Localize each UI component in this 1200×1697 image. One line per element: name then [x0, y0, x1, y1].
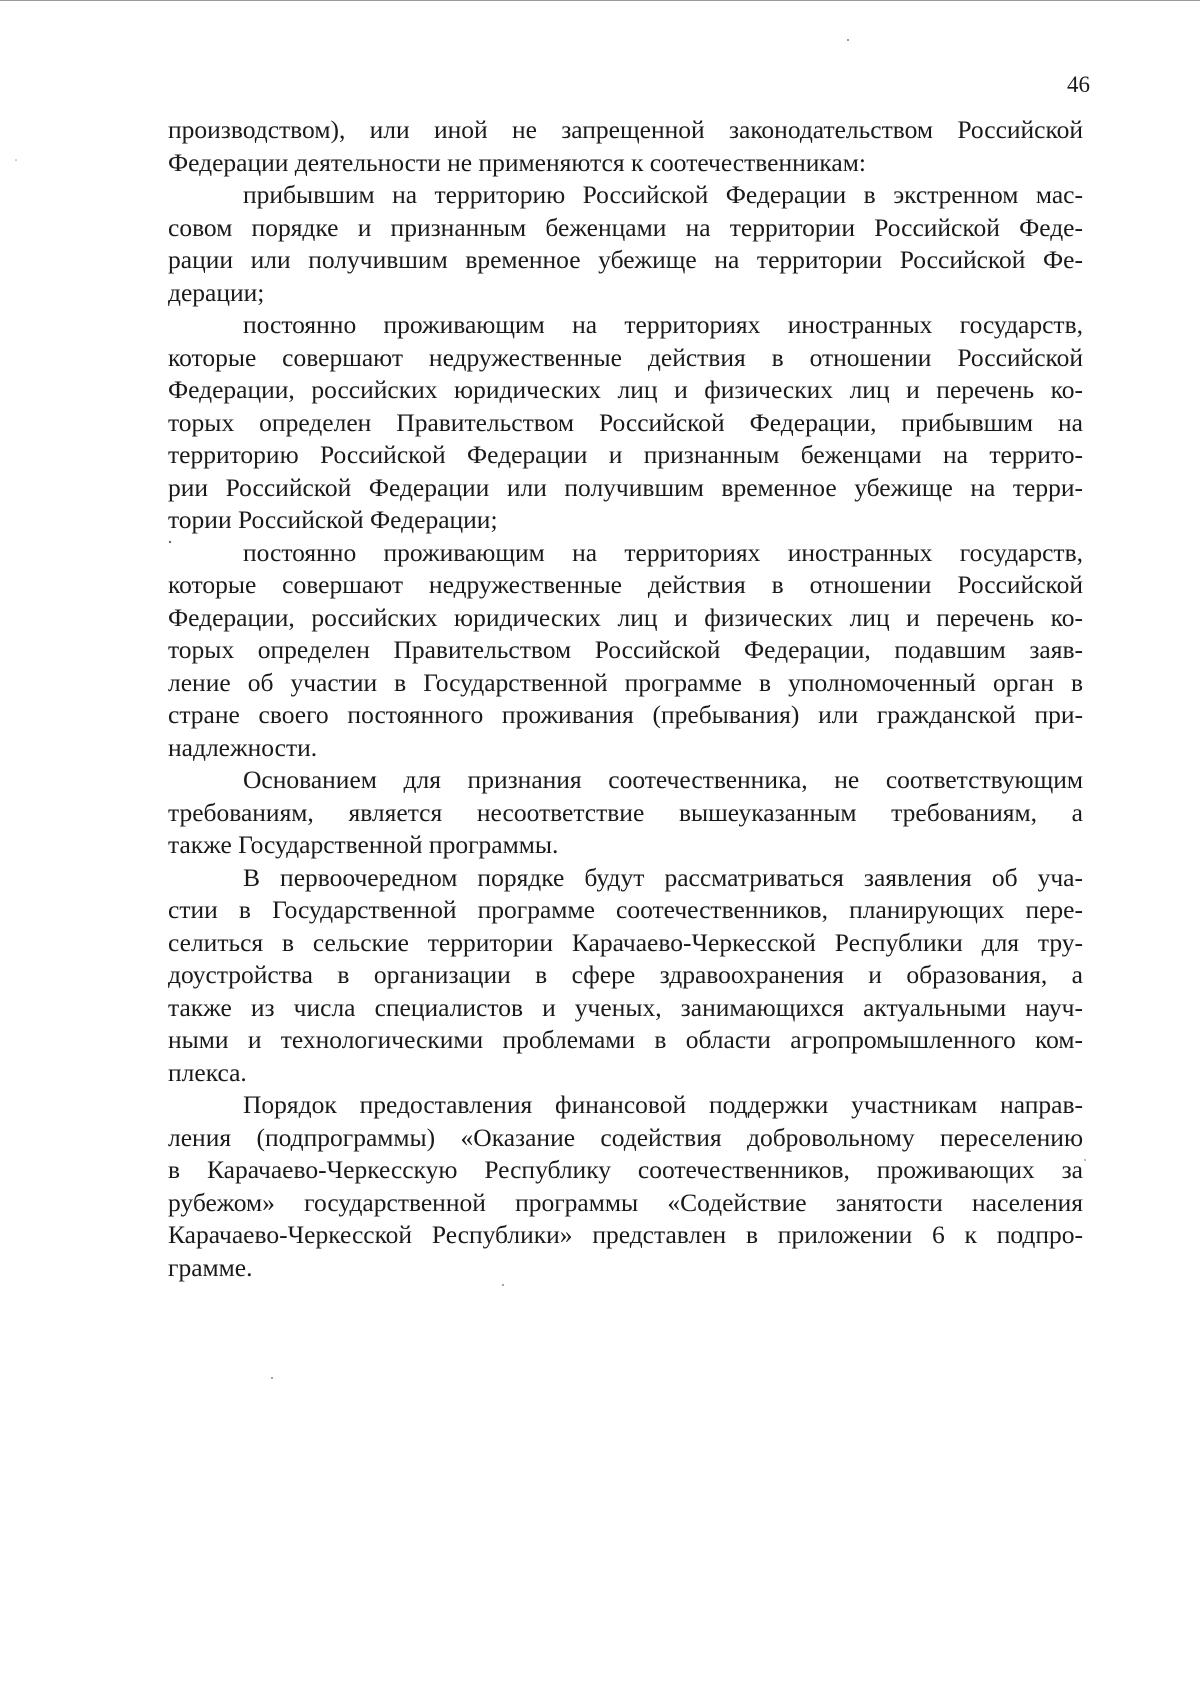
- text-line: дерации;: [168, 277, 265, 307]
- text-line: также Государственной программы.: [168, 830, 559, 859]
- text-line: надлежности.: [168, 732, 318, 762]
- document-body: [168, 114, 1083, 1284]
- text-line: селиться в сельские территории Карачаево-Черкесской Республики для тру-: [168, 927, 1083, 957]
- text-line: которые совершают недружественные действия в отношении Российской: [168, 570, 1083, 599]
- text-line: Федерации, российских юридических лиц и физических лиц и перечень ко-: [168, 375, 1083, 404]
- text-line: постоянно проживающим на территориях иностранных государств,: [243, 310, 1083, 339]
- text-line: стии в Государственной программе соотечественников, планирующих пере-: [168, 895, 1083, 924]
- text-line: Основанием для признания соотечественника, не соответствующим: [243, 765, 1083, 794]
- text-line: ления (подпрограммы) «Оказание содействия добровольному переселению: [168, 1122, 1083, 1152]
- text-line: ными и технологическими проблемами в области агропромышленного ком-: [168, 1025, 1083, 1054]
- text-line: также из числа специалистов и ученых, занимающихся актуальными науч-: [168, 992, 1083, 1022]
- text-line: грамме.: [168, 1252, 253, 1282]
- text-line: тории Российской Федерации;: [168, 505, 498, 534]
- text-line: доустройства в организации в сфере здравоохранения и образования, а: [168, 960, 1083, 989]
- text-line: в Карачаево-Черкесскую Республику соотечественников, проживающих за: [168, 1155, 1083, 1184]
- text-line: стране своего постоянного проживания (пребывания) или гражданской при-: [168, 700, 1083, 729]
- text-line: торых определен Правительством Российской Федерации, прибывшим на: [168, 407, 1083, 437]
- text-line: которые совершают недружественные действия в отношении Российской: [168, 342, 1083, 372]
- text-line: постоянно проживающим на территориях иностранных государств,: [243, 537, 1083, 567]
- text-line: требованиям, является несоответствие вышеуказанным требованиям, а: [168, 797, 1083, 827]
- text-line: производством), или иной не запрещенной законодательством Российской: [168, 115, 1083, 144]
- text-line: Карачаево-Черкесской Республики» представлен в приложении 6 к подпро-: [168, 1220, 1083, 1249]
- text-line: плекса.: [168, 1057, 247, 1087]
- text-line: Порядок предоставления финансовой поддержки участникам направ-: [243, 1090, 1083, 1119]
- text-line: прибывшим на территорию Российской Федерации в экстренном мас-: [243, 180, 1083, 209]
- text-line: торых определен Правительством Российской Федерации, подавшим заяв-: [168, 635, 1083, 664]
- text-line: Федерации деятельности не применяются к соотечественникам:: [168, 147, 866, 177]
- text-line: рации или получившим временное убежище на территории Российской Фе-: [168, 245, 1083, 274]
- text-line: Федерации, российских юридических лиц и физических лиц и перечень ко-: [168, 602, 1083, 632]
- text-line: В первоочередном порядке будут рассматриваться заявления об уча-: [243, 862, 1083, 892]
- text-line: совом порядке и признанным беженцами на территории Российской Феде-: [168, 212, 1083, 242]
- text-line: рии Российской Федерации или получившим временное убежище на терри-: [168, 472, 1083, 502]
- page-number: 46: [1067, 72, 1090, 97]
- text-line: ление об участии в Государственной программе в уполномоченный орган в: [168, 667, 1083, 697]
- text-line: рубежом» государственной программы «Содействие занятости населения: [168, 1187, 1083, 1217]
- text-line: территорию Российской Федерации и признанным беженцами на террито-: [168, 440, 1083, 469]
